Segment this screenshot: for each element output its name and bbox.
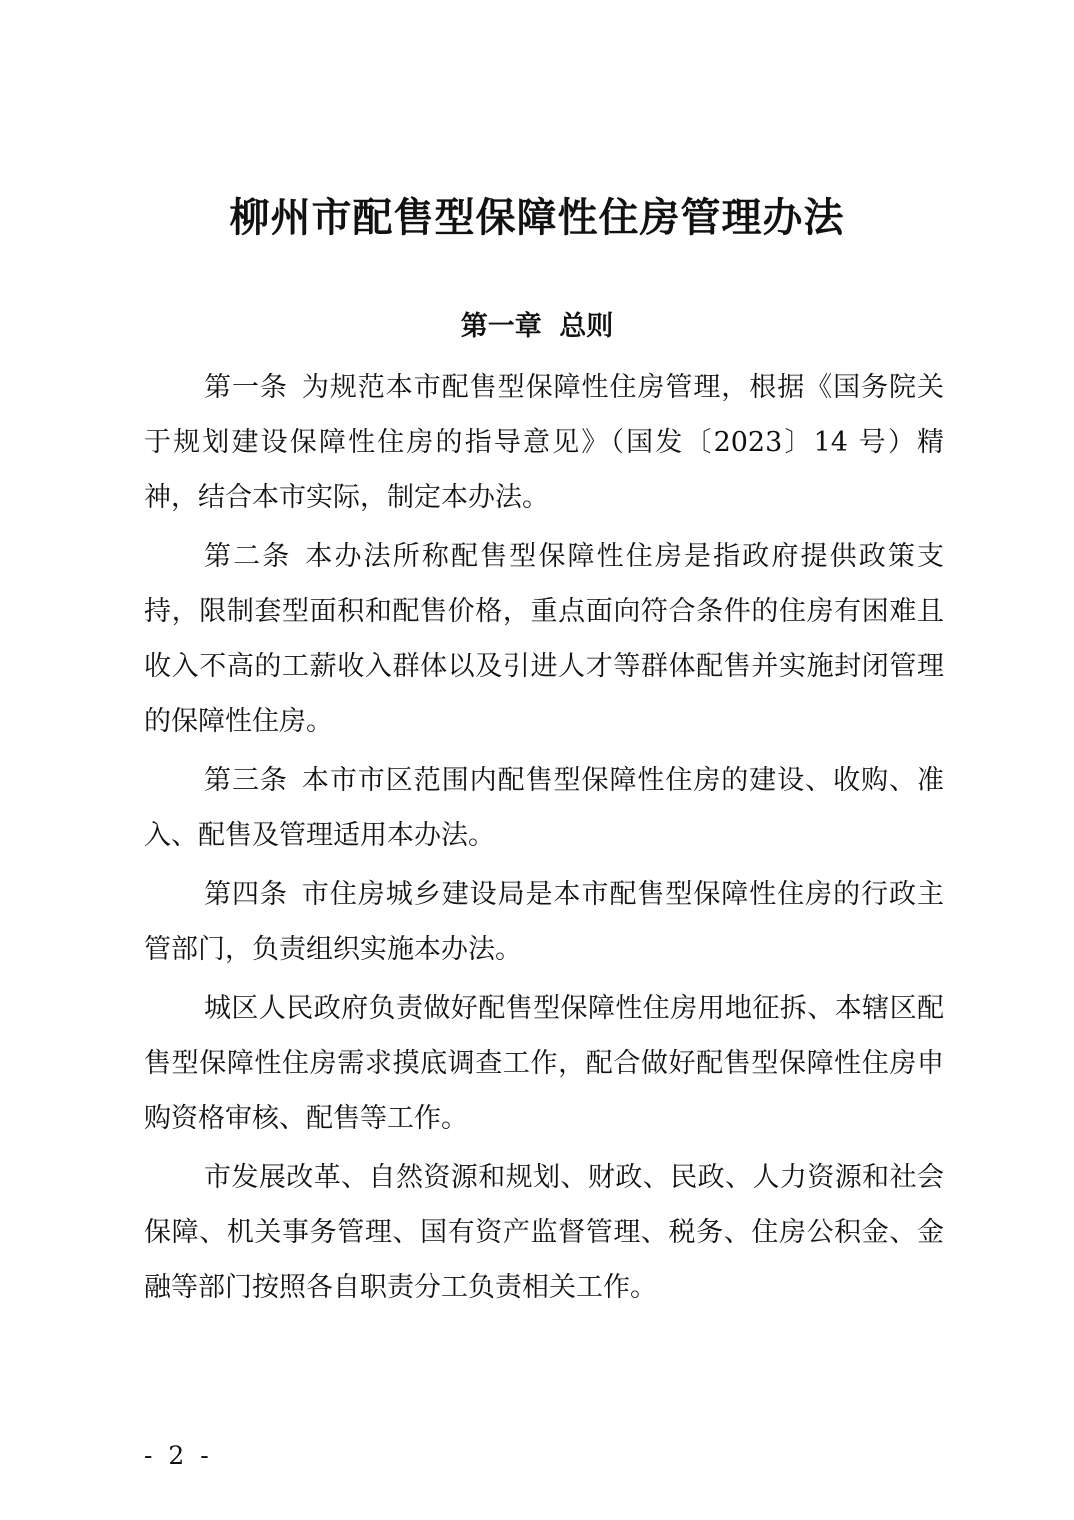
article-2-label: 第二条	[204, 541, 292, 572]
page-number: - 2 -	[144, 1441, 213, 1470]
article-3-label: 第三条	[204, 765, 288, 796]
article-4-text: 市住房城乡建设局是本市配售型保障性住房的行政主管部门，负责组织实施本办法。	[144, 879, 945, 965]
paragraph-departments: 市发展改革、自然资源和规划、财政、民政、人力资源和社会保障、机关事务管理、国有资产监督管理、税务、住房公积金、金融等部门按照各自职责分工负责相关工作。	[144, 1162, 944, 1303]
document-title: 柳州市配售型保障性住房管理办法	[229, 194, 845, 241]
article-2	[144, 529, 944, 749]
article-2-text: 本办法所称配售型保障性住房是指政府提供政策支持，限制套型面积和配售价格，重点面向符合条件的住房有困难且收入不高的工薪收入群体以及引进人才等群体配售并实施封闭管理的保障性住房。	[144, 541, 944, 737]
chapter-heading: 第一章 总则	[460, 311, 614, 342]
article-4-label: 第四条	[204, 879, 288, 910]
article-1-label: 第一条	[204, 372, 288, 403]
document-body	[144, 360, 944, 1315]
article-1	[144, 360, 944, 525]
article-3	[144, 753, 944, 863]
article-3-text: 本市市区范围内配售型保障性住房的建设、收购、准入、配售及管理适用本办法。	[144, 765, 945, 851]
article-1-text: 为规范本市配售型保障性住房管理，根据《国务院关于规划建设保障性住房的指导意见》（国发〔2023〕14 号）精神，结合本市实际，制定本办法。	[144, 372, 945, 513]
paragraph-district-gov: 城区人民政府负责做好配售型保障性住房用地征拆、本辖区配售型保障性住房需求摸底调查工作，配合做好配售型保障性住房申购资格审核、配售等工作。	[144, 993, 944, 1134]
article-4	[144, 867, 944, 977]
